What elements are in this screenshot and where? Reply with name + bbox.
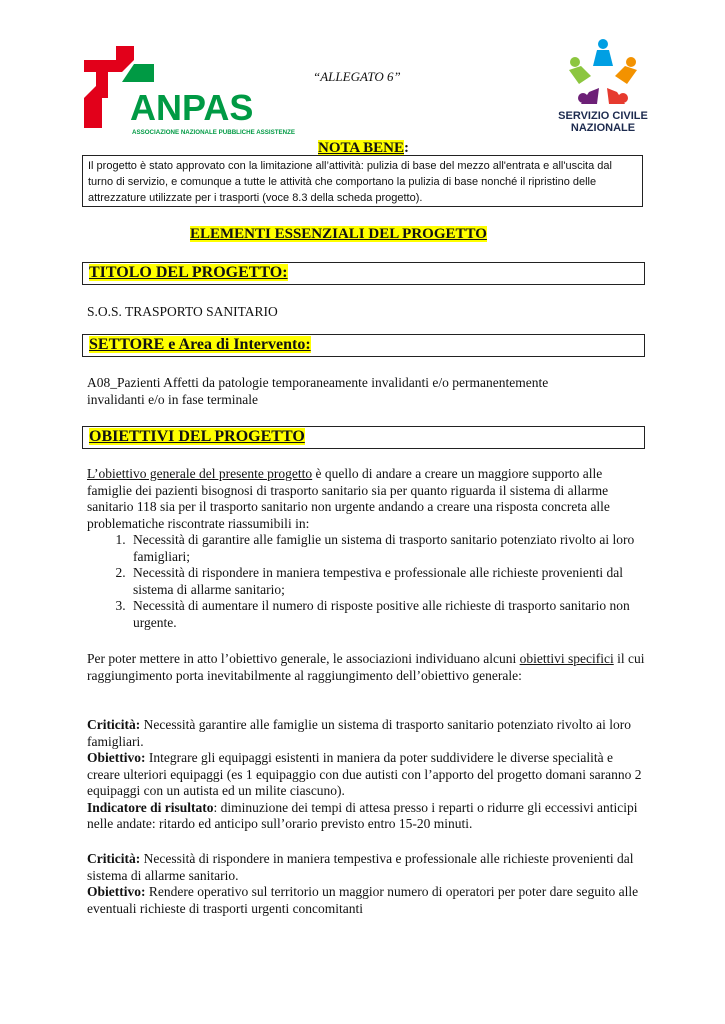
list-item: 1. Necessità di garantire alle famiglie un sistema di trasporto sanitario potenziato rivolto ai loro famigliari; [129, 532, 647, 565]
titolo-value: S.O.S. TRASPORTO SANITARIO [87, 304, 278, 319]
criticita-block-2: Criticità: Necessità di rispondere in maniera tempestiva e professionale alle richieste provenienti dal sistema di allarme sanitario. Obiettivo: Rendere operativo sul territorio un maggior numero di operatori per poter dare seguito alle eventuali richieste di trasporti urgenti concomitanti [87, 851, 639, 916]
obiettivi-intro-underlined: L’obiettivo generale del presente progetto [87, 466, 313, 481]
obiettivi-intro [87, 466, 647, 631]
settore-value: A08_Pazienti Affetti da patologie temporaneamente invalidanti e/o permanentemente invalidanti e/o in fase terminale [87, 375, 549, 407]
obiettivi-list [87, 532, 647, 631]
allegato-label: “ALLEGATO 6” [313, 69, 401, 84]
scn-line2: NAZIONALE [570, 122, 636, 134]
obiettivi-para2: Per poter mettere in atto l’obiettivo generale, le associazioni individuano alcuni obiettivi specifici il cui raggiungimento porta inevitabilmente al raggiungimento dell’obiettivo generale: [87, 651, 645, 683]
nota-bene-box: Il progetto è stato approvato con la limitazione all’attività: pulizia di base del mezzo all'entrata e all'uscita dal turno di servizio, e comunque a tutte le attività che comportano la pulizia di base nonché il ripristino delle attrezzature utilizzate per i trasporti (voce 8.3 della scheda progetto). [82, 155, 643, 207]
settore-heading: SETTORE e Area di Intervento: [89, 336, 311, 353]
nota-bene-title: NOTA BENE [318, 140, 404, 156]
obiettivi-heading: OBIETTIVI DEL PROGETTO [89, 428, 305, 445]
criticita-block-1: Criticità: Necessità garantire alle famiglie un sistema di trasporto sanitario potenziato rivolto ai loro famigliari. Obiettivo: Integrare gli equipaggi esistenti in maniera da poter suddividere le diverse specialità e creare ulteriori equipaggi (es 1 equipaggio con due autisti con l’apporto del progetto domani saranno 2 equipaggi con un autista ed un milite ciascuno). Indicatore di risultato: diminuzione dei tempi di attesa presso i reparti o ridurre gli eccessivi anticipi nelle andate: ritardo ed anticipo sull’orario previsto entro 15-20 minuti. [87, 717, 642, 831]
scn-line1: SERVIZIO CIVILE [558, 110, 648, 122]
titolo-heading-box [82, 262, 645, 285]
svg-text:ASSOCIAZIONE NAZIONALE PUBBLIC: ASSOCIAZIONE NAZIONALE PUBBLICHE ASSISTENZE [132, 129, 296, 136]
list-item: 3. Necessità di aumentare il numero di risposte positive alle richieste di trasporto sanitario non urgente. [129, 598, 647, 631]
obiettivi-heading-box [82, 426, 645, 449]
settore-heading-box [82, 334, 645, 357]
obiettivi-intro-rest: è quello di andare a creare un maggiore supporto alle famiglie dei pazienti bisognosi di trasporto sanitario sia per quanto riguarda il sistema di allarme sanitario 118 sia per il trasporto sanitario non urgente andando a creare una risposta concreta alle problematiche riscontrate riassumibili in: [87, 466, 610, 531]
scn-logo-text [548, 110, 658, 134]
titolo-heading: TITOLO DEL PROGETTO: [89, 264, 288, 281]
elementi-essenziali-title: ELEMENTI ESSENZIALI DEL PROGETTO [190, 226, 487, 242]
nota-bene-colon: : [404, 140, 409, 156]
anpas-logo [82, 42, 296, 142]
list-item: 2. Necessità di rispondere in maniera tempestiva e professionale alle richieste provenienti dal sistema di allarme sanitario; [129, 565, 647, 598]
svg-text:ANPAS: ANPAS [130, 87, 254, 128]
obiettivi-specifici-underlined: obiettivi specifici [519, 651, 614, 666]
